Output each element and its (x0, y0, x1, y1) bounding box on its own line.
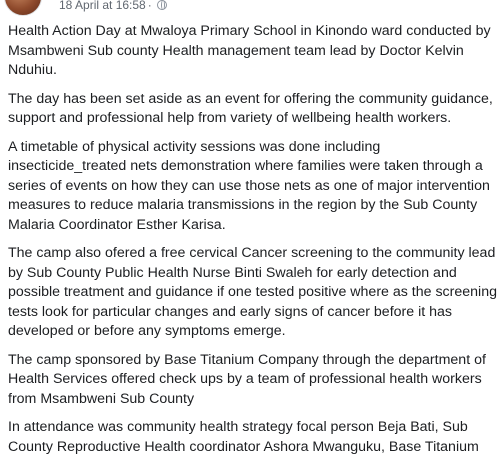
post-header (0, 0, 500, 14)
post-paragraph: The day has been set aside as an event for offering the community guidance, support and professional help from variety of wellbeing health workers. (8, 90, 493, 126)
avatar[interactable] (4, 0, 42, 16)
post-paragraph: A timetable of physical activity sessions was done including insecticide_treated nets demonstration where families were taken through a series of events on how they can use those nets as one of major intervention measures to reduce malaria transmissions in the region by the Sub County Malaria Coordinator Esther Karisa. (8, 138, 490, 233)
post-paragraph: Health Action Day at Mwaloya Primary School in Kinondo ward conducted by Msambweni Sub county Health management team lead by Doctor Kelvin Nduhiu. (8, 23, 491, 78)
post-paragraph: In attendance was community health strategy focal person Beja Bati, Sub County Reproductive Health coordinator Ashora Mwanguku, Base Titanium (8, 419, 479, 455)
post-body (8, 22, 500, 466)
post-paragraph: The camp also ofered a free cervical Cancer screening to the community lead by Sub County Public Health Nurse Binti Swaleh for early detection and possible treatment and guidance if one tested positive where as the screening tests look for particular changes and early signs of cancer before it has developed or before any symptoms emerge. (8, 245, 497, 339)
meta-separator: · (147, 0, 152, 12)
post-timestamp[interactable]: 18 April at 16:58 (59, 0, 146, 12)
post-meta (59, 0, 167, 12)
globe-icon[interactable] (157, 0, 167, 10)
post-paragraph: The camp sponsored by Base Titanium Company through the department of Health Services offered check ups by a team of professional health workers from Msambweni Sub County (8, 351, 486, 407)
